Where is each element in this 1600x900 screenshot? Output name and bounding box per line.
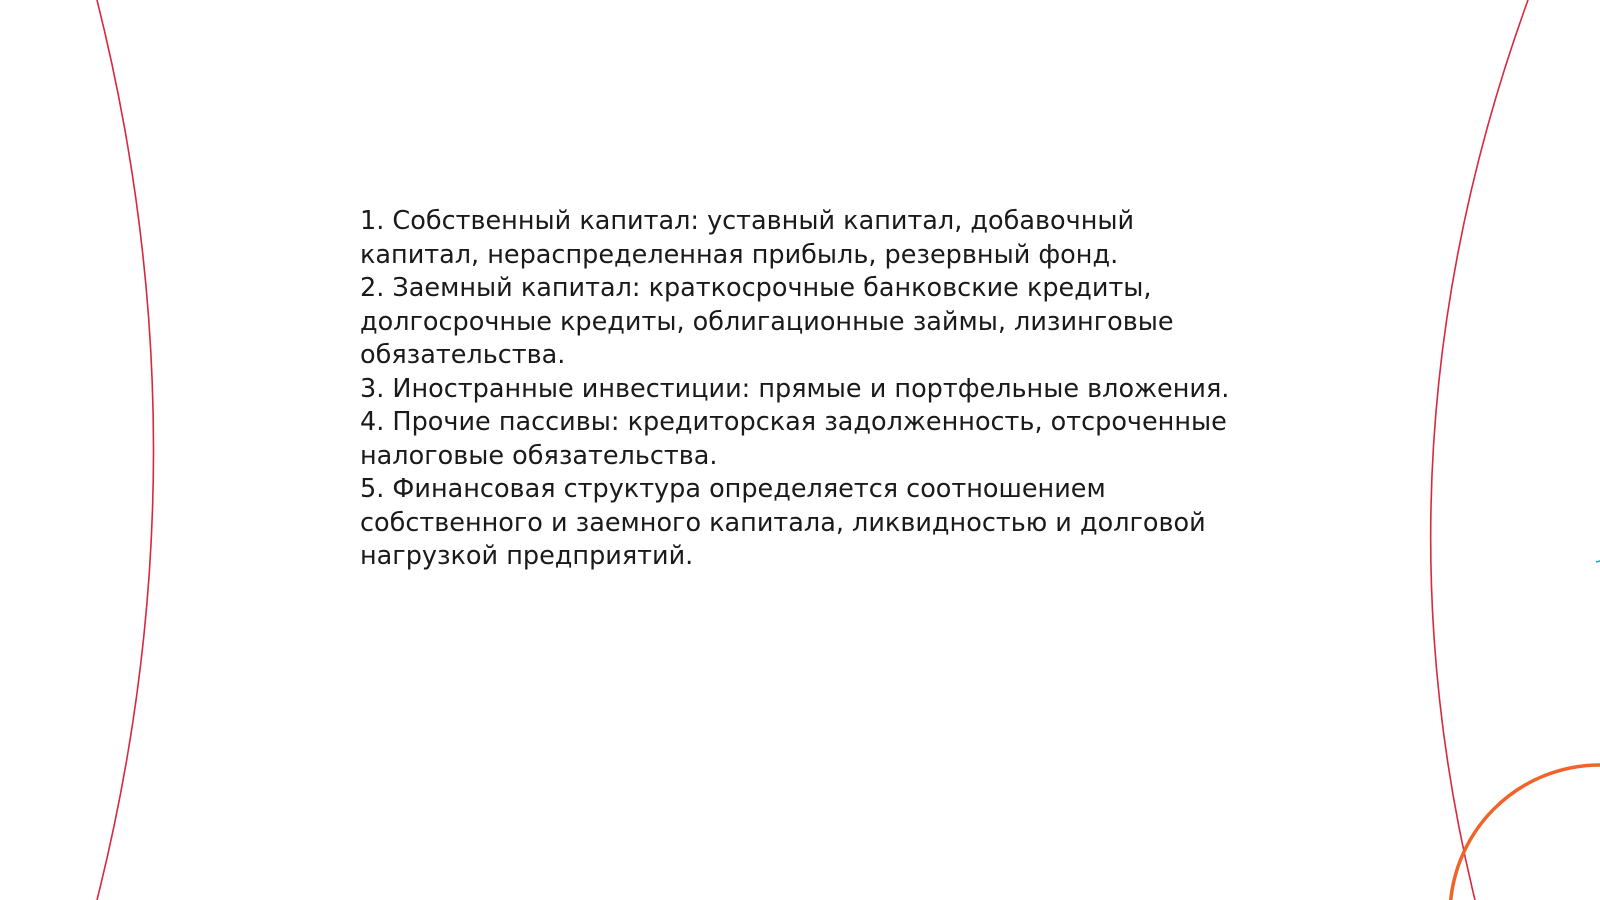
- orange-circle-arc: [1450, 765, 1600, 900]
- left-red-arc: [97, 0, 154, 900]
- list-item: 3. Иностранные инвестиции: прямые и портфельные вложения.: [360, 373, 1230, 404]
- teal-accent-mark: [1596, 561, 1600, 562]
- text-body: [360, 205, 1260, 574]
- list-item: 2. Заемный капитал: краткосрочные банковские кредиты, долгосрочные кредиты, облигационные займы, лизинговые обязательства.: [360, 273, 1174, 370]
- list-item: 5. Финансовая структура определяется соотношением собственного и заемного капитала, ликвидностью и долговой нагрузкой предприятий.: [360, 474, 1206, 571]
- right-red-arc: [1431, 0, 1528, 900]
- list-item: 1. Собственный капитал: уставный капитал, добавочный капитал, нераспределенная прибыль, резервный фонд.: [360, 206, 1135, 270]
- list-item: 4. Прочие пассивы: кредиторская задолженность, отсроченные налоговые обязательства.: [360, 407, 1227, 471]
